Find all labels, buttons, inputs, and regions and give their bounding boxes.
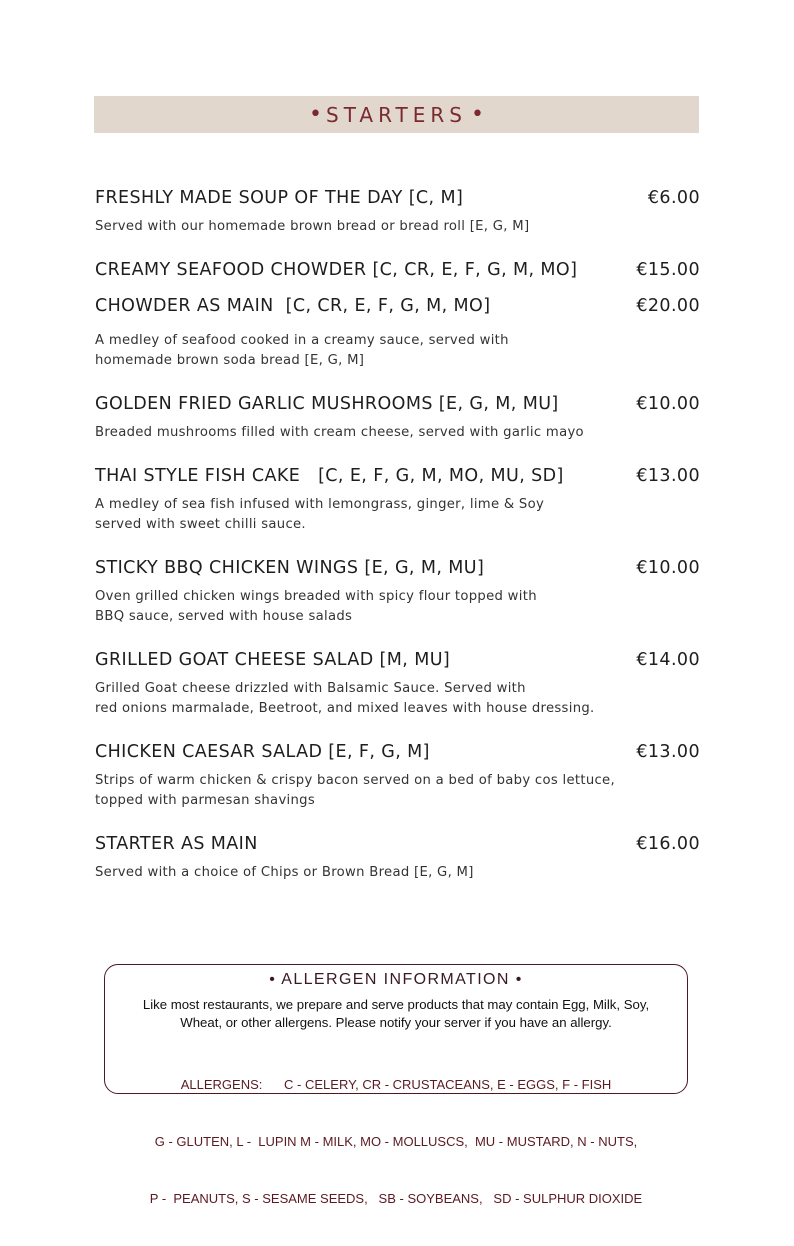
item-description: A medley of seafood cooked in a creamy sauce, served with homemade brown soda bread [E, G, M] (95, 333, 509, 368)
item-name: GOLDEN FRIED GARLIC MUSHROOMS [E, G, M, MU] (95, 394, 559, 414)
allergen-list-line: G - GLUTEN, L - LUPIN M - MILK, MO - MOLLUSCS, MU - MUSTARD, N - NUTS, (154, 1134, 638, 1149)
section-title-text: STARTERS (326, 102, 467, 127)
allergen-notice (105, 996, 687, 1032)
menu-item-garlic-mushrooms (95, 394, 700, 443)
item-description: A medley of sea fish infused with lemongrass, ginger, lime & Soy served with sweet chilli sauce. (95, 497, 545, 532)
item-description: Served with our homemade brown bread or bread roll [E, G, M] (95, 219, 530, 234)
item-price: €13.00 (636, 466, 700, 486)
item-description: Strips of warm chicken & crispy bacon served on a bed of baby cos lettuce, topped with parmesan shavings (95, 773, 615, 808)
item-price: €10.00 (636, 394, 700, 414)
bullet-left: • (309, 101, 323, 127)
item-name: THAI STYLE FISH CAKE [C, E, F, G, M, MO, MU, SD] (95, 466, 564, 486)
item-description: Oven grilled chicken wings breaded with spicy flour topped with BBQ sauce, served with house salads (95, 589, 537, 624)
allergen-title: • ALLERGEN INFORMATION • (269, 971, 523, 988)
item-price: €6.00 (647, 188, 700, 208)
bullet-right: • (470, 101, 484, 127)
menu-item-starter-main (95, 834, 700, 883)
item-price: €10.00 (636, 558, 700, 578)
allergen-list (105, 1037, 687, 1246)
item-description: Breaded mushrooms filled with cream cheese, served with garlic mayo (95, 425, 584, 440)
allergen-list-line: ALLERGENS: C - CELERY, CR - CRUSTACEANS, E - EGGS, F - FISH (180, 1077, 612, 1092)
item-description: Grilled Goat cheese drizzled with Balsamic Sauce. Served with red onions marmalade, Beetroot, and mixed leaves with house dressing. (95, 681, 595, 716)
item-name: FRESHLY MADE SOUP OF THE DAY [C, M] (95, 188, 464, 208)
item-name: CREAMY SEAFOOD CHOWDER [C, CR, E, F, G, M, MO] (95, 260, 578, 280)
menu-item-seafood-chowder (95, 260, 700, 286)
item-name: GRILLED GOAT CHEESE SALAD [M, MU] (95, 650, 451, 670)
item-price: €16.00 (636, 834, 700, 854)
allergen-notice-line: Wheat, or other allergens. Please notify your server if you have an allergy. (180, 1015, 612, 1030)
menu-item-chowder-main (95, 296, 700, 371)
item-price: €14.00 (636, 650, 700, 670)
item-name: CHOWDER AS MAIN [C, CR, E, F, G, M, MO] (95, 296, 491, 316)
item-price: €13.00 (636, 742, 700, 762)
allergen-list-line: P - PEANUTS, S - SESAME SEEDS, SB - SOYBEANS, SD - SULPHUR DIOXIDE (149, 1191, 643, 1206)
item-price: €20.00 (636, 296, 700, 316)
menu-item-chicken-wings (95, 558, 700, 627)
item-price: €15.00 (636, 260, 700, 280)
allergen-info-box (104, 964, 688, 1206)
section-title (309, 103, 484, 127)
section-header-band (94, 96, 699, 133)
allergen-notice-line: Like most restaurants, we prepare and serve products that may contain Egg, Milk, Soy, (142, 997, 650, 1012)
item-name: STARTER AS MAIN (95, 834, 258, 854)
item-name: STICKY BBQ CHICKEN WINGS [E, G, M, MU] (95, 558, 485, 578)
menu-item-caesar-salad (95, 742, 700, 811)
menu-item-fish-cake (95, 466, 700, 535)
menu-item-soup (95, 188, 700, 237)
item-description: Served with a choice of Chips or Brown Bread [E, G, M] (95, 865, 474, 880)
item-name: CHICKEN CAESAR SALAD [E, F, G, M] (95, 742, 430, 762)
menu-item-goat-cheese-salad (95, 650, 700, 719)
